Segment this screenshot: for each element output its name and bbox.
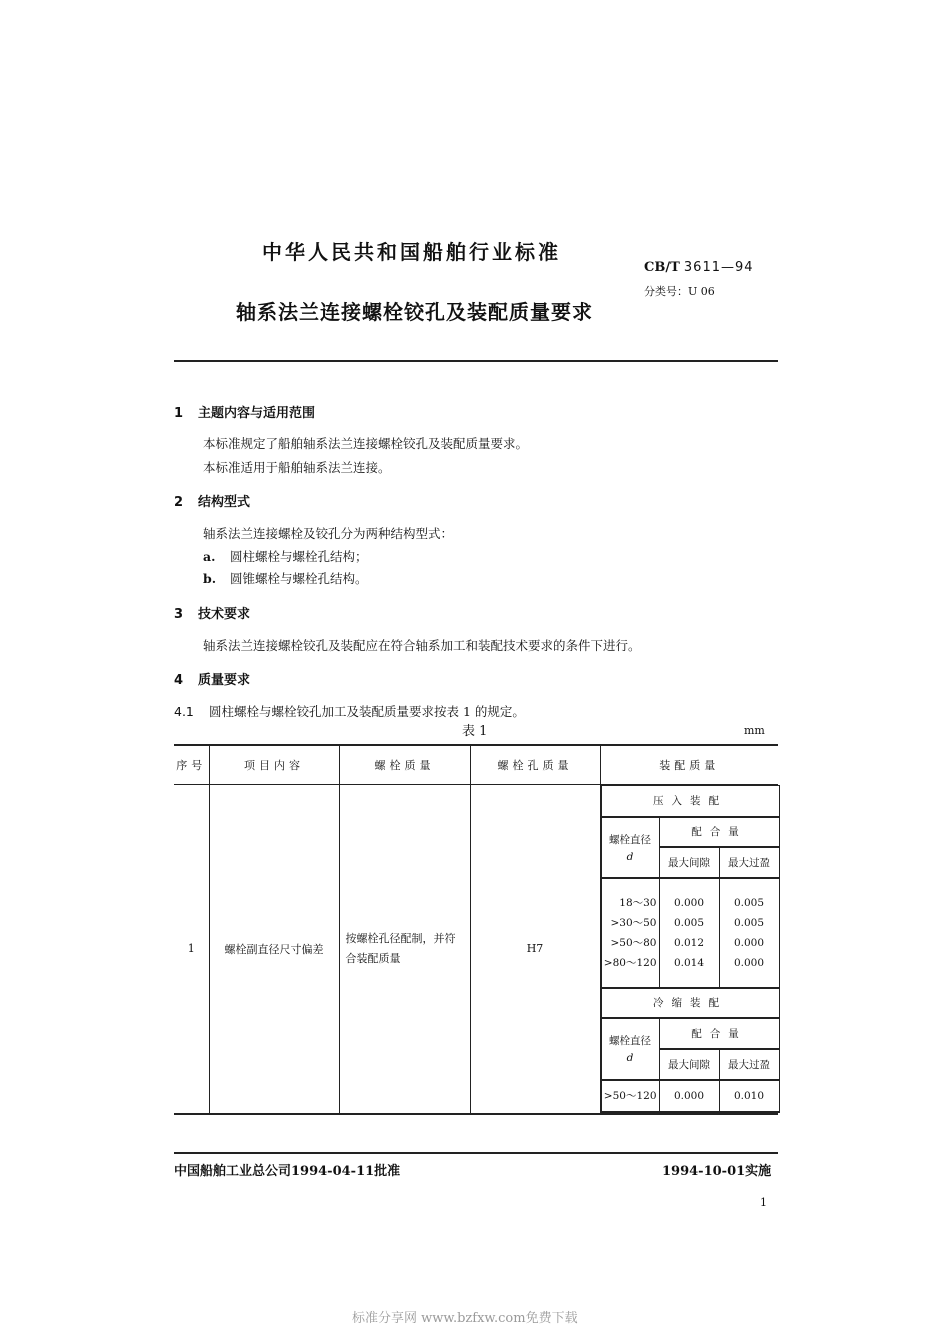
cell-item: 螺栓副直径尺寸偏差 bbox=[209, 785, 339, 1114]
interference-value: 0.000 bbox=[733, 936, 765, 949]
diameter-value: 18～30 bbox=[619, 896, 657, 909]
approval-statement: 中国船舶工业总公司1994-04-11批准 bbox=[174, 1164, 401, 1179]
cell-assembly-quality bbox=[600, 785, 778, 1114]
diameter-value: >30～50 bbox=[610, 916, 657, 929]
header-assembly-quality: 装配质量 bbox=[600, 745, 778, 785]
list-label: b. bbox=[203, 571, 217, 586]
max-interference-header: 最大过盈 bbox=[719, 847, 779, 878]
diameter-value: >50～80 bbox=[610, 936, 657, 949]
table-header-row bbox=[174, 745, 778, 785]
clause-text: 圆柱螺栓与螺栓铰孔加工及装配质量要求按表 1 的规定。 bbox=[209, 704, 525, 719]
section-1-heading bbox=[174, 402, 315, 421]
paragraph: 轴系法兰连接螺栓及铰孔分为两种结构型式： bbox=[203, 526, 454, 541]
clearance-value: 0.005 bbox=[673, 916, 705, 929]
header-item: 项目内容 bbox=[209, 745, 339, 785]
diameter-value: >50～120 bbox=[601, 1080, 659, 1112]
max-clearance-header: 最大间隙 bbox=[659, 1049, 719, 1080]
section-2-heading bbox=[174, 491, 250, 510]
implementation-date: 1994-10-01实施 bbox=[662, 1164, 772, 1179]
cell-bolt-quality: 按螺栓孔径配制，并符合装配质量 bbox=[339, 785, 470, 1114]
clause-4-1 bbox=[174, 702, 525, 720]
clause-number: 4.1 bbox=[174, 704, 194, 719]
table-caption: 表 1 bbox=[462, 724, 488, 739]
cell-hole-quality: H7 bbox=[470, 785, 600, 1114]
shrink-fit-values-row bbox=[601, 1080, 779, 1112]
clearance-value: 0.000 bbox=[659, 1080, 719, 1112]
list-label: a. bbox=[203, 549, 216, 564]
section-number: 1 bbox=[174, 406, 184, 421]
list-text: 圆锥螺栓与螺栓孔结构。 bbox=[230, 571, 368, 586]
shrink-fit-title: 冷缩装配 bbox=[601, 988, 779, 1018]
section-number: 3 bbox=[174, 607, 184, 622]
press-fit-header-row bbox=[601, 817, 779, 847]
footer-divider bbox=[174, 1152, 778, 1154]
interference-value: 0.000 bbox=[733, 956, 765, 969]
standard-number: 3611—94 bbox=[683, 260, 754, 275]
document-title: 轴系法兰连接螺栓铰孔及装配质量要求 bbox=[236, 300, 593, 324]
diameter-label-text: 螺栓直径 bbox=[609, 1035, 651, 1047]
clearance-value: 0.000 bbox=[673, 896, 705, 909]
diameter-label bbox=[601, 1018, 659, 1080]
press-fit-values-row bbox=[601, 878, 779, 988]
section-3-heading bbox=[174, 603, 250, 622]
diameter-symbol: d bbox=[626, 850, 634, 863]
section-title: 结构型式 bbox=[198, 495, 251, 510]
cell-seq: 1 bbox=[174, 785, 209, 1114]
standard-prefix: CB/T bbox=[644, 260, 680, 275]
diameter-symbol: d bbox=[626, 1052, 634, 1064]
press-fit-diameters bbox=[601, 878, 659, 988]
paragraph: 轴系法兰连接螺栓铰孔及装配应在符合轴系加工和装配技术要求的条件下进行。 bbox=[203, 638, 641, 653]
section-title: 主题内容与适用范围 bbox=[198, 406, 316, 421]
shrink-fit-header-row bbox=[601, 1018, 779, 1049]
section-title: 质量要求 bbox=[198, 673, 251, 688]
fit-label: 配合量 bbox=[659, 1018, 779, 1049]
clearance-value: 0.014 bbox=[673, 956, 705, 969]
page-number: 1 bbox=[760, 1196, 767, 1209]
issuing-standard-body: 中华人民共和国船舶行业标准 bbox=[262, 240, 561, 264]
paragraph: 本标准规定了船舶轴系法兰连接螺栓铰孔及装配质量要求。 bbox=[203, 436, 529, 451]
interference-value: 0.010 bbox=[719, 1080, 779, 1112]
list-item bbox=[203, 547, 368, 565]
press-fit-clearance bbox=[659, 878, 719, 988]
table-unit: mm bbox=[744, 724, 765, 737]
section-title: 技术要求 bbox=[198, 607, 251, 622]
list-item bbox=[203, 569, 368, 587]
diameter-label bbox=[601, 817, 659, 878]
diameter-value: >80～120 bbox=[603, 956, 657, 969]
press-fit-title-row bbox=[601, 786, 779, 817]
max-interference-header: 最大过盈 bbox=[719, 1049, 779, 1080]
press-fit-title: 压入装配 bbox=[601, 786, 779, 817]
interference-value: 0.005 bbox=[733, 896, 765, 909]
section-number: 4 bbox=[174, 673, 184, 688]
paragraph: 本标准适用于船舶轴系法兰连接。 bbox=[203, 460, 391, 475]
list-text: 圆柱螺栓与螺栓孔结构； bbox=[230, 549, 368, 564]
header-bolt-quality: 螺栓质量 bbox=[339, 745, 470, 785]
header-divider bbox=[174, 360, 778, 362]
interference-value: 0.005 bbox=[733, 916, 765, 929]
classification-code: 分类号：U 06 bbox=[644, 285, 715, 298]
diameter-label-text: 螺栓直径 bbox=[609, 833, 651, 846]
quality-requirements-table bbox=[174, 744, 778, 1115]
standard-code bbox=[644, 260, 754, 275]
header-seq: 序号 bbox=[174, 745, 209, 785]
watermark-text: 标准分享网 www.bzfxw.com免费下载 bbox=[352, 1311, 578, 1326]
max-clearance-header: 最大间隙 bbox=[659, 847, 719, 878]
clearance-value: 0.012 bbox=[673, 936, 705, 949]
header-hole-quality: 螺栓孔质量 bbox=[470, 745, 600, 785]
section-4-heading bbox=[174, 669, 250, 688]
table-row bbox=[174, 785, 778, 1114]
assembly-subtable bbox=[601, 785, 780, 1113]
shrink-fit-title-row bbox=[601, 988, 779, 1018]
press-fit-interference bbox=[719, 878, 779, 988]
section-number: 2 bbox=[174, 495, 184, 510]
fit-label: 配合量 bbox=[659, 817, 779, 847]
